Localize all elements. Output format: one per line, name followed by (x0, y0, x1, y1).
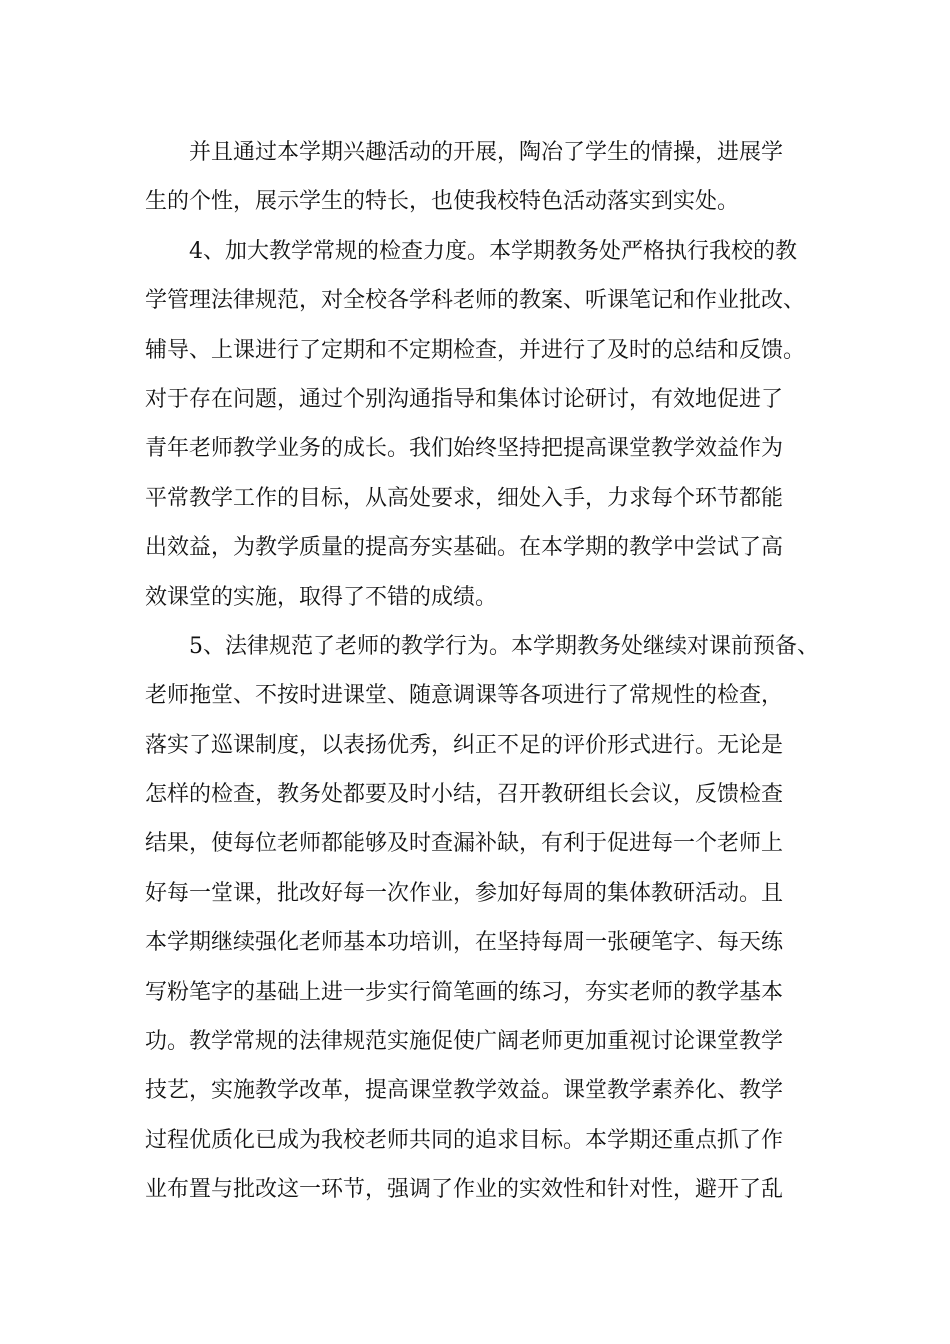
text-line: 青年老师教学业务的成长。我们始终坚持把提高课堂教学效益作为 (145, 436, 784, 462)
text-line: 学管理法律规范，对全校各学科老师的教案、听课笔记和作业批改、 (145, 288, 806, 314)
text-line: 写粉笔字的基础上进一步实行简笔画的练习，夯实老师的教学基本 (145, 979, 784, 1005)
text-line: 出效益，为教学质量的提高夯实基础。在本学期的教学中尝试了高 (145, 535, 784, 561)
text-line: 本学期继续强化老师基本功培训，在坚持每周一张硬笔字、每天练 (145, 930, 784, 956)
text-line: 生的个性，展示学生的特长，也使我校特色活动落实到实处。 (145, 189, 740, 215)
text-line: 功。教学常规的法律规范实施促使广阔老师更加重视讨论课堂教学 (145, 1029, 784, 1055)
text-line: 辅导、上课进行了定期和不定期检查，并进行了及时的总结和反馈。 (145, 337, 806, 363)
text-line: 结果，使每位老师都能够及时查漏补缺，有利于促进每一个老师上 (145, 831, 784, 857)
text-line: 4、加大教学常规的检查力度。本学期教务处严格执行我校的教 (189, 238, 797, 264)
text-line: 平常教学工作的目标，从高处要求，细处入手，力求每个环节都能 (145, 485, 784, 511)
text-line: 效课堂的实施，取得了不错的成绩。 (145, 584, 498, 610)
text-line: 5、法律规范了老师的教学行为。本学期教务处继续对课前预备、 (189, 633, 819, 659)
text-line: 怎样的检查，教务处都要及时小结，召开教研组长会议，反馈检查 (145, 782, 784, 808)
text-line: 并且通过本学期兴趣活动的开展，陶冶了学生的情操，进展学 (189, 140, 784, 165)
text-line: 对于存在问题，通过个别沟通指导和集体讨论研讨，有效地促进了 (145, 386, 784, 412)
text-line: 过程优质化已成为我校老师共同的追求目标。本学期还重点抓了作 (145, 1127, 784, 1153)
text-line: 技艺，实施教学改革，提高课堂教学效益。课堂教学素养化、教学 (145, 1078, 784, 1104)
text-line: 好每一堂课，批改好每一次作业，参加好每周的集体教研活动。且 (145, 880, 784, 906)
text-line: 老师拖堂、不按时进课堂、随意调课等各项进行了常规性的检查， (145, 683, 784, 709)
document-body (145, 128, 819, 1215)
text-line: 落实了巡课制度，以表扬优秀，纠正不足的评价形式进行。无论是 (145, 732, 784, 758)
text-line: 业布置与批改这一环节，强调了作业的实效性和针对性，避开了乱 (145, 1177, 784, 1203)
